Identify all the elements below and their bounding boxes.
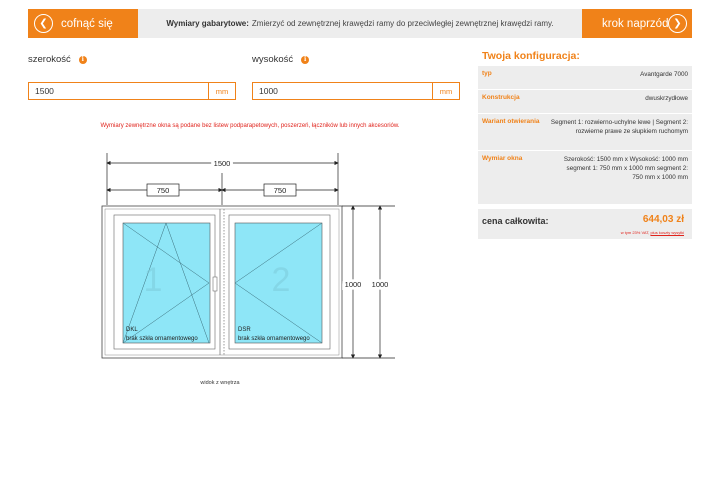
height-label: [252, 54, 309, 65]
width-unit: mm: [208, 83, 235, 99]
dimension-warning: Wymiary zewnętrzne okna są podane bez listew podparapetowych, poszerzeń, łączników lub innych akcesoriów.: [100, 123, 400, 129]
chevron-left-icon: ❮: [34, 14, 53, 33]
height-left-text: 1000: [344, 280, 362, 289]
config-value: Szerokość: 1500 mm x Wysokość: 1000 mm segment 1: 750 mm x 1000 mm segment 2: 750 mm x 1000 mm: [563, 156, 688, 182]
dimension-hint-title: Wymiary gabarytowe:: [166, 19, 249, 28]
vat-text: w tym 23% VAT,: [620, 230, 650, 235]
width-info-icon[interactable]: i: [79, 56, 87, 64]
width-label-text: szerokość: [28, 54, 71, 65]
total-price-box: [478, 207, 692, 239]
width-label: [28, 54, 87, 65]
height-input[interactable]: [253, 83, 432, 99]
vat-note: [621, 230, 684, 235]
segment2-width-text: 750: [273, 186, 287, 195]
total-price: 644,03 zł: [642, 214, 684, 225]
width-field: [28, 82, 236, 100]
next-button-label: krok naprzód: [602, 17, 669, 30]
config-row-dimensions: [478, 151, 692, 205]
config-panel: [478, 66, 692, 239]
height-label-text: wysokość: [252, 54, 294, 65]
back-button[interactable]: [28, 9, 138, 38]
segment-number-2: 2: [271, 261, 291, 299]
config-row-opening: [478, 114, 692, 151]
window-drawing: [85, 143, 415, 373]
back-button-label: cofnąć się: [61, 17, 113, 30]
config-key: Konstrukcja: [482, 94, 520, 101]
config-key: Wariant otwierania: [482, 118, 540, 125]
width-input[interactable]: [29, 83, 208, 99]
height-info-icon[interactable]: i: [301, 56, 309, 64]
config-title: Twoja konfiguracja:: [482, 50, 580, 62]
config-value: Segment 1: rozwierno-uchylne lewe | Segment 2: rozwierne prawe ze słupkiem ruchomym: [550, 119, 688, 136]
shipping-link[interactable]: plus koszty wysyłki: [650, 230, 684, 235]
dimension-hint-text: Zmierzyć od zewnętrznej krawędzi ramy do przeciwległej zewnętrznej krawędzi ramy.: [251, 19, 554, 28]
config-row-type: [478, 66, 692, 90]
total-width-text: 1500: [213, 159, 231, 168]
top-bar: [28, 9, 692, 38]
segment2-glass: brak szkła ornamentowego: [238, 336, 310, 342]
config-value: dwuskrzydłowe: [645, 95, 688, 102]
glass-pane-1: [123, 223, 210, 343]
view-label: widok z wnętrza: [200, 380, 240, 386]
height-field: [252, 82, 460, 100]
config-key: Wymiar okna: [482, 155, 523, 162]
config-key: typ: [482, 70, 492, 77]
segment1-glass: brak szkła ornamentowego: [126, 336, 198, 342]
segment1-code: DKL: [126, 327, 138, 333]
chevron-right-icon: ❯: [668, 14, 687, 33]
handle-icon: [213, 277, 217, 291]
total-label: cena całkowita:: [482, 216, 549, 226]
segment1-width-text: 750: [156, 186, 170, 195]
next-button[interactable]: [582, 9, 692, 38]
segment-number-1: 1: [143, 261, 163, 299]
height-right-text: 1000: [371, 280, 389, 289]
config-value: Avantgarde 7000: [640, 71, 688, 78]
config-row-construction: [478, 90, 692, 114]
dimension-hint: [138, 9, 582, 38]
segment2-code: DSR: [238, 327, 251, 333]
height-unit: mm: [432, 83, 459, 99]
